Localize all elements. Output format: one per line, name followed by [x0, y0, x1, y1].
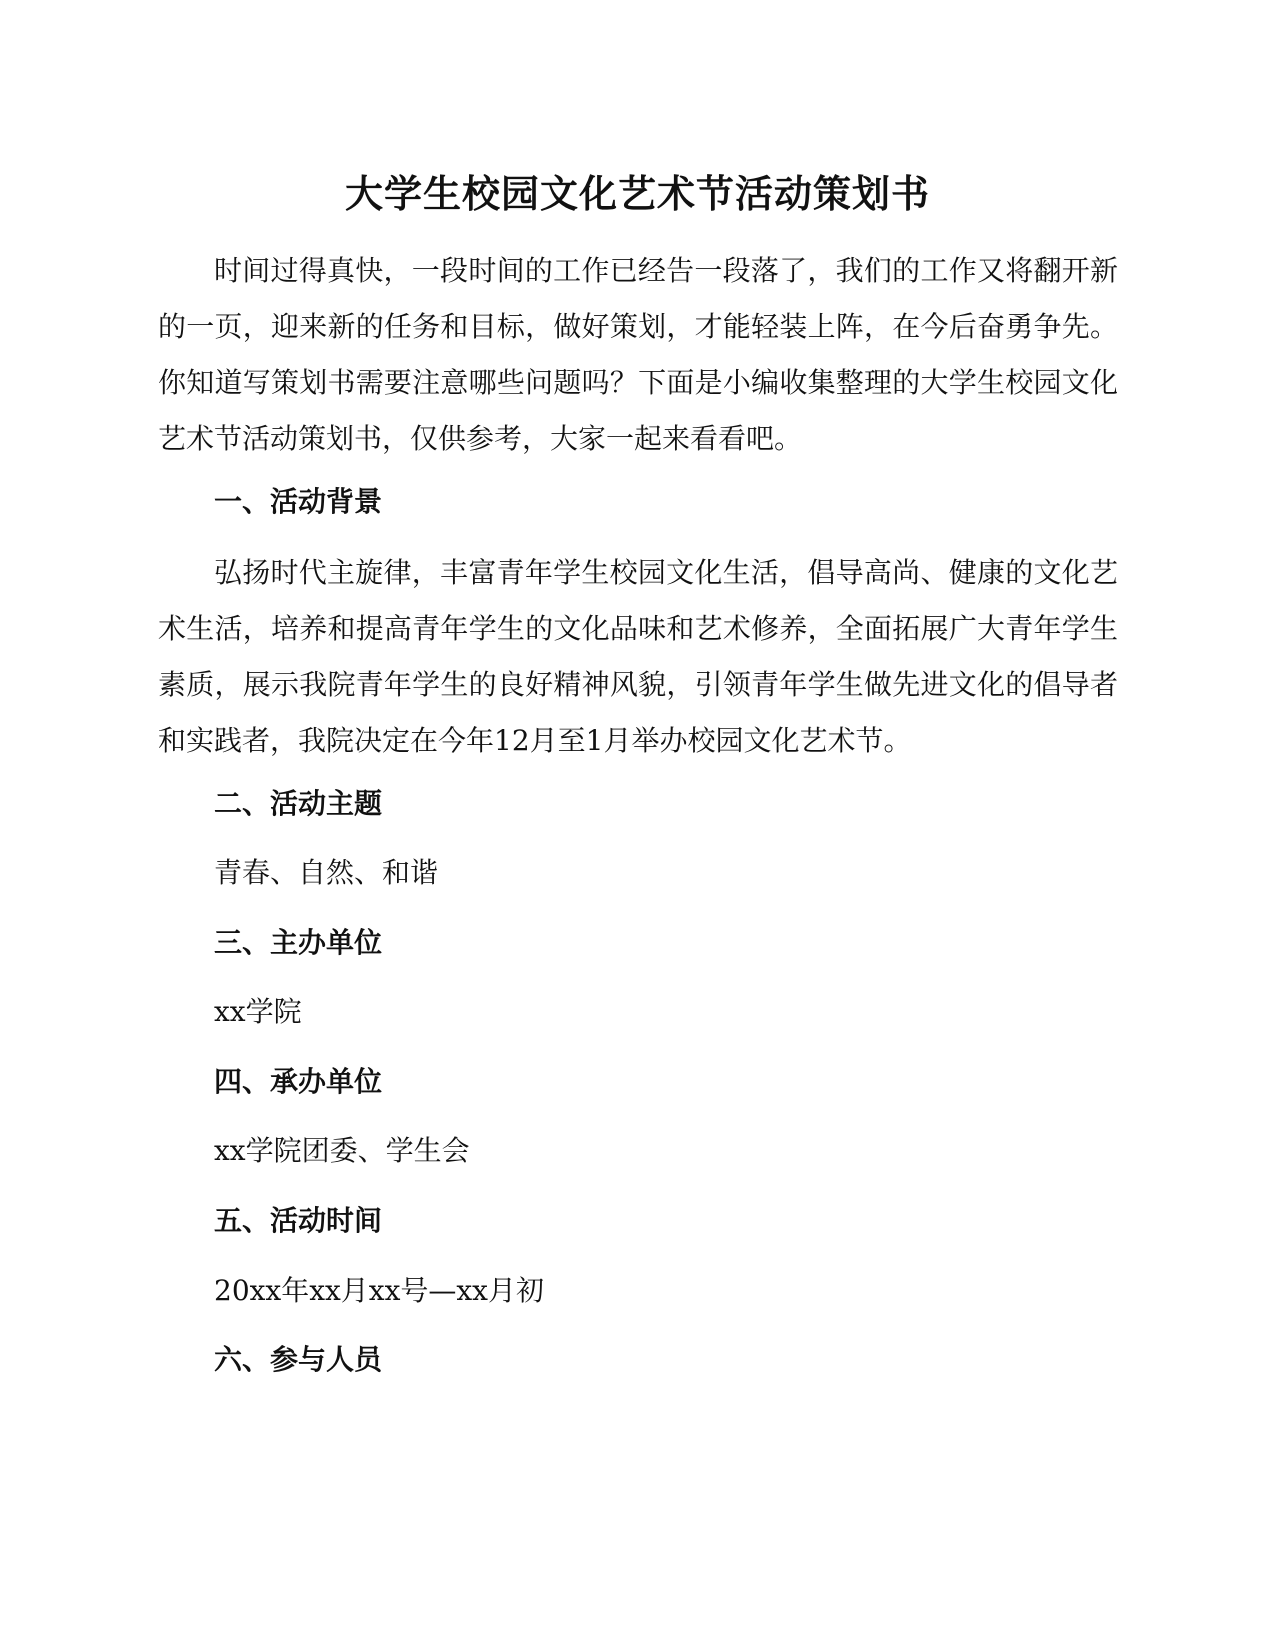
section-heading-theme: 二、活动主题	[214, 787, 383, 820]
intro-paragraph: 时间过得真快，一段时间的工作已经告一段落了，我们的工作又将翻开新的一页，迎来新的任务和目标，做好策划，才能轻装上阵，在今后奋勇争先。你知道写策划书需要注意哪些问题吗？下面是小编收集整理的大学生校园文化艺术节活动策划书，仅供参考，大家一起来看看吧。	[158, 254, 1118, 455]
section-body-undertaker: xx学院团委、学生会	[214, 1134, 470, 1167]
section-body-theme: 青春、自然、和谐	[214, 856, 439, 889]
section-body-background: 弘扬时代主旋律，丰富青年学生校园文化生活，倡导高尚、健康的文化艺术生活，培养和提高青年学生的文化品味和艺术修养，全面拓展广大青年学生素质，展示我院青年学生的良好精神风貌，引领青年学生做先进文化的倡导者和实践者，我院决定在今年12月至1月举办校园文化艺术节。	[158, 556, 1118, 757]
section-heading-undertaker: 四、承办单位	[214, 1065, 383, 1098]
document-title: 大学生校园文化艺术节活动策划书	[344, 172, 930, 216]
section-heading-time: 五、活动时间	[214, 1204, 383, 1237]
section-heading-participants: 六、参与人员	[214, 1343, 383, 1376]
section-heading-organizer: 三、主办单位	[214, 926, 383, 959]
section-body-organizer: xx学院	[214, 995, 302, 1028]
section-heading-background: 一、活动背景	[214, 485, 383, 518]
section-body-time: 20xx年xx月xx号—xx月初	[214, 1274, 544, 1307]
